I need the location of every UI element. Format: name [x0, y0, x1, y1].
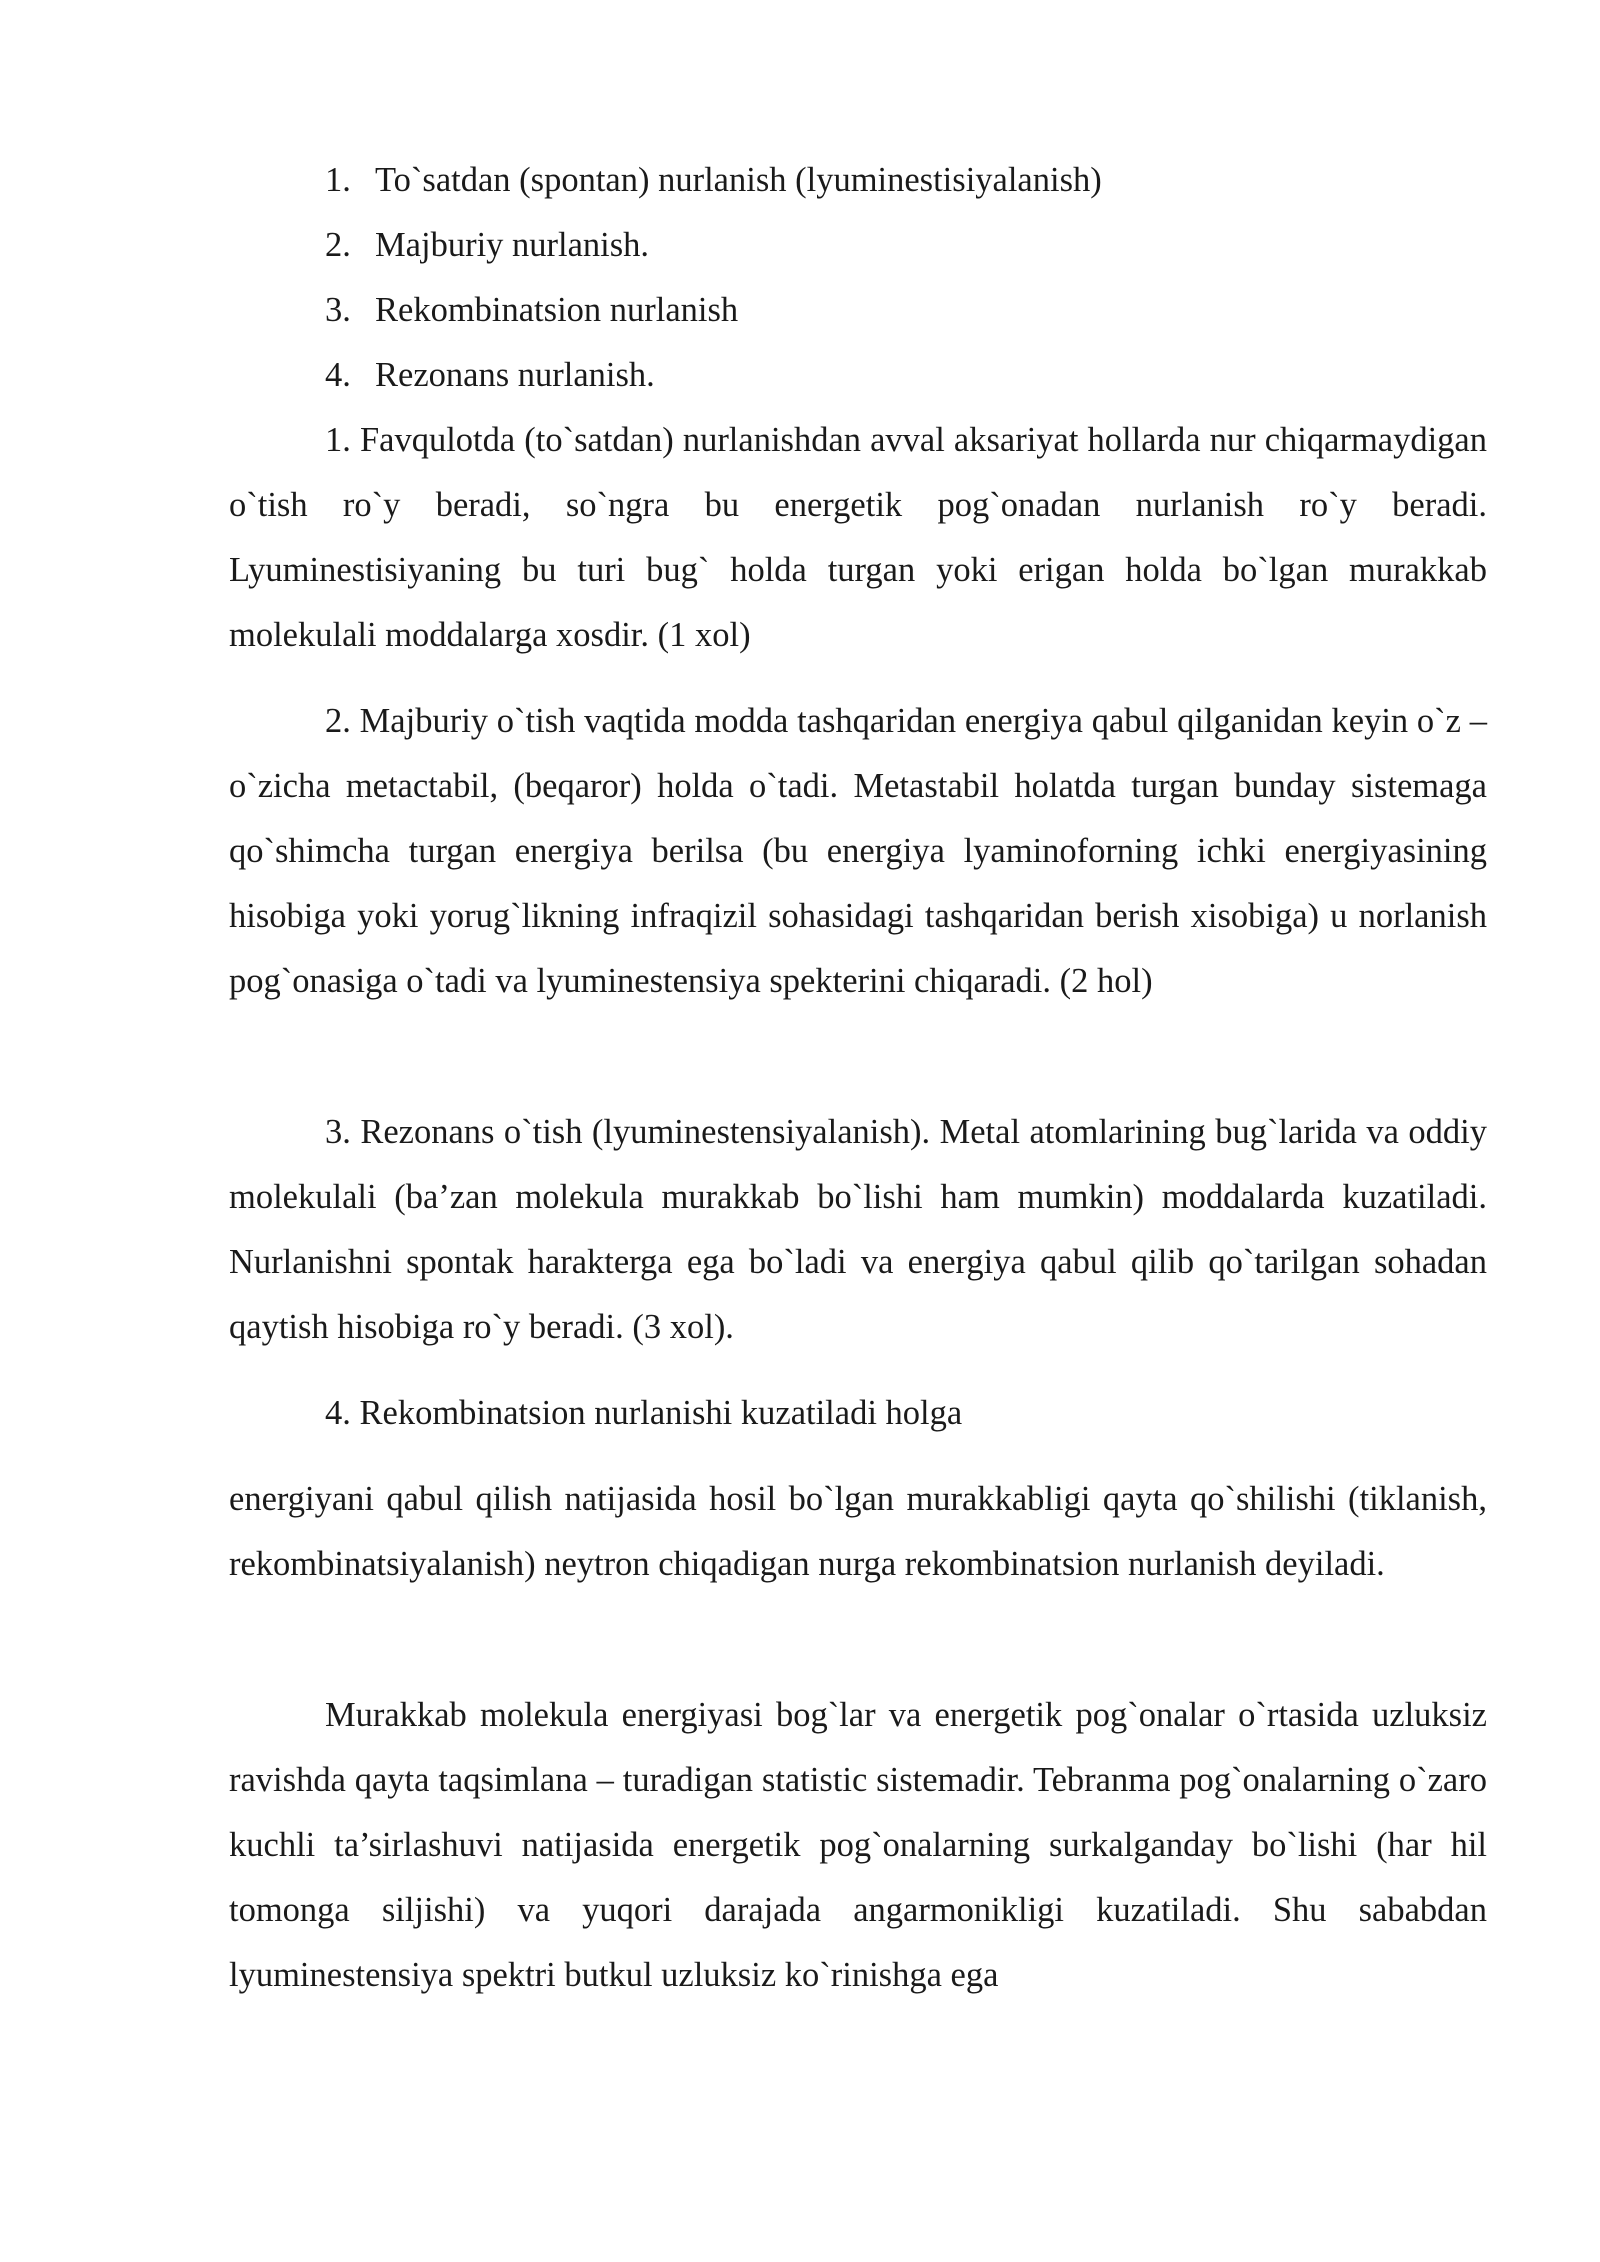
list-item: [325, 213, 1425, 278]
list-item: [325, 148, 1425, 213]
paragraph-block-3: [229, 1100, 1487, 1360]
list-item-text: Rekombinatsion nurlanish: [375, 291, 739, 329]
paragraph-resonance: 3. Rezonans o`tish (lyuminestensiyalanish). Metal atomlarining bug`larida va oddiy molekulali (ba’zan molekula murakkab bo`lishi ham mumkin) moddalarda kuzatiladi. Nurlanishni spontak harakterga ega bo`ladi va energiya qabul qilib qo`tarilgan sohadan qaytish hisobiga ro`y beradi. (3 xol).: [229, 1113, 1487, 1346]
list-item-number: 4.: [325, 356, 351, 394]
list-item-number: 2.: [325, 226, 351, 264]
paragraph-forced: 2. Majburiy o`tish vaqtida modda tashqaridan energiya qabul qilganidan keyin o`z –o`zicha metactabil, (beqaror) holda o`tadi. Metastabil holatda turgan bunday sistemaga qo`shimcha turgan energiya berilsa (bu energiya lyaminoforning ichki energiyasining hisobiga yoki yorug`likning infraqizil sohasidagi tashqaridan berish xisobiga) u norlanish pog`onasiga o`tadi va lyuminestensiya spekterini chiqaradi. (2 hol): [229, 702, 1487, 1000]
list-item-number: 1.: [325, 161, 351, 199]
paragraph-block-2: [229, 689, 1487, 1014]
paragraph-recombination-heading: 4. Rekombinatsion nurlanishi kuzatiladi holga: [325, 1394, 963, 1432]
list-item-number: 3.: [325, 291, 351, 329]
list-item: [325, 343, 1425, 408]
list-item-text: Rezonans nurlanish.: [375, 356, 655, 394]
paragraph-block-5: [229, 1467, 1487, 1597]
paragraph-block-4: [229, 1381, 1487, 1446]
paragraph-block-1: [229, 408, 1487, 668]
radiation-types-list: [325, 148, 1425, 408]
list-item-text: Majburiy nurlanish.: [375, 226, 650, 264]
paragraph-spontaneous: 1. Favqulotda (to`satdan) nurlanishdan avval aksariyat hollarda nur chiqarmaydigan o`tish ro`y beradi, so`ngra bu energetik pog`onadan nurlanish ro`y beradi. Lyuminestisiyaning bu turi bug` holda turgan yoki erigan holda bo`lgan murakkab molekulali moddalarga xosdir. (1 xol): [229, 421, 1487, 654]
paragraph-complex-molecule: Murakkab molekula energiyasi bog`lar va energetik pog`onalar o`rtasida uzluksiz ravishda qayta taqsimlana – turadigan statistic sistemadir. Tebranma pog`onalarning o`zaro kuchli ta’sirlashuvi natijasida energetik pog`onalarning surkalganday bo`lishi (har hil tomonga siljishi) va yuqori darajada angarmonikligi kuzatiladi. Shu sababdan lyuminestensiya spektri butkul uzluksiz ko`rinishga ega: [229, 1696, 1487, 1994]
paragraph-block-6: [229, 1683, 1487, 2008]
paragraph-recombination: energiyani qabul qilish natijasida hosil bo`lgan murakkabligi qayta qo`shilishi (tiklanish, rekombinatsiyalanish) neytron chiqadigan nurga rekombinatsion nurlanish deyiladi.: [229, 1480, 1487, 1583]
list-item: [325, 278, 1425, 343]
list-item-text: To`satdan (spontan) nurlanish (lyuminestisiyalanish): [375, 161, 1102, 199]
